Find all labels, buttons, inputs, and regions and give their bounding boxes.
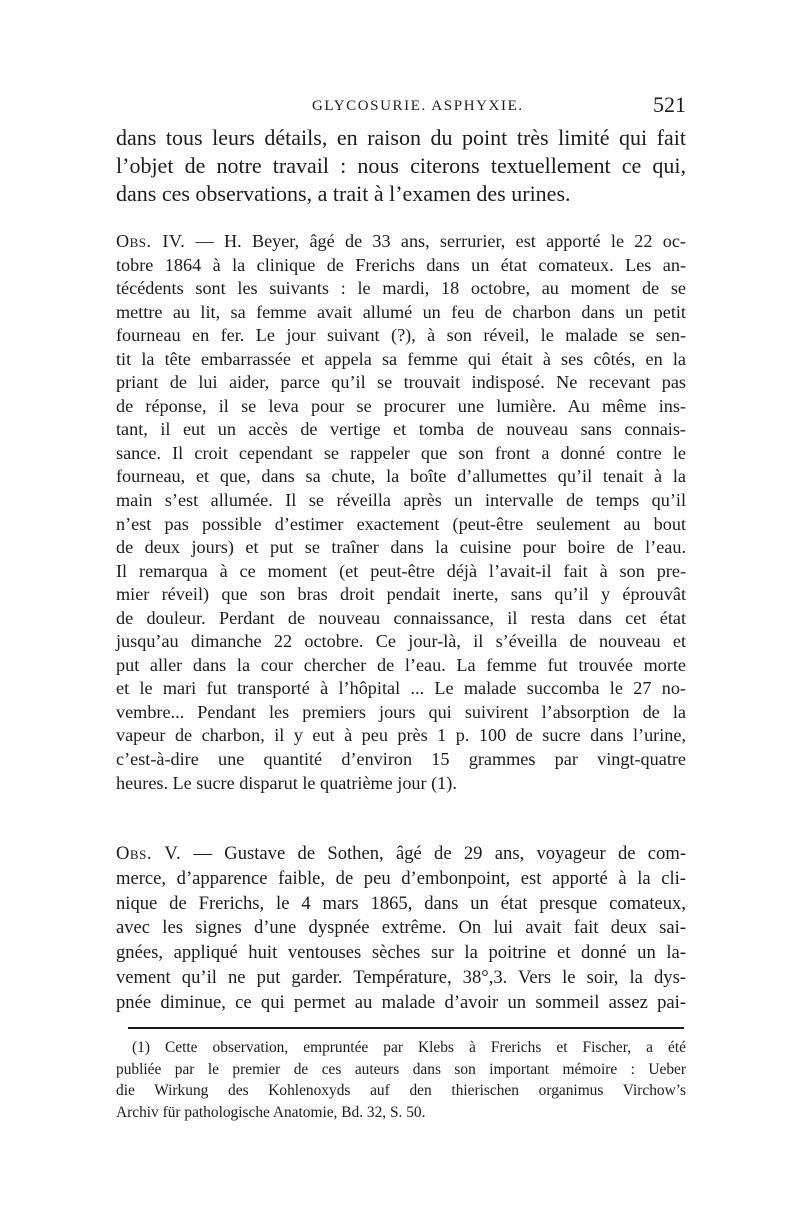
text-line: tant, il eut un accès de vertige et tomba de nouveau sans connais- bbox=[116, 419, 686, 440]
footnote bbox=[116, 1037, 686, 1124]
observation-v bbox=[116, 842, 686, 1016]
text-line: avec les signes d’une dyspnée extrême. On lui avait fait deux sai- bbox=[116, 917, 686, 939]
running-head bbox=[116, 92, 686, 122]
text-line: sance. Il croit cependant se rappeler que son front a donné contre le bbox=[116, 442, 686, 463]
text-line: gnées, appliqué huit ventouses sèches sur la poitrine et donné un la- bbox=[116, 942, 686, 964]
text-line: jusqu’au dimanche 22 octobre. Ce jour-là, il s’éveilla de nouveau et bbox=[116, 631, 686, 652]
text-line: vembre... Pendant les premiers jours qui suivirent l’absorption de la bbox=[116, 701, 686, 722]
text-line: vement qu’il ne put garder. Température, 38°,3. Vers le soir, la dys- bbox=[116, 966, 686, 988]
text-line: nique de Frerichs, le 4 mars 1865, dans un état presque comateux, bbox=[116, 892, 686, 914]
text-line: fourneau, et que, dans sa chute, la boîte d’allumettes qu’il tenait à la bbox=[116, 466, 686, 487]
text-line: l’objet de notre travail : nous citerons textuellement ce qui, bbox=[116, 153, 686, 178]
intro-paragraph bbox=[116, 124, 686, 208]
text-line: mier réveil) que son bras droit pendait inerte, sans qu’il y éprouvât bbox=[116, 584, 686, 605]
text-line: de réponse, il se leva pour se procurer une lumière. Au même ins- bbox=[116, 395, 686, 416]
observation-iv bbox=[116, 230, 686, 795]
footnote-divider bbox=[128, 1027, 684, 1029]
text-line: vapeur de charbon, il y eut à peu près 1 p. 100 de sucre dans l’urine, bbox=[116, 725, 686, 746]
text-line: tobre 1864 à la clinique de Frerichs dans un état comateux. Les an- bbox=[116, 254, 686, 275]
text-line: Il remarqua à ce moment (et peut-être déjà l’avait-il fait à son pre- bbox=[116, 560, 686, 581]
text-line: et le mari fut transporté à l’hôpital ... Le malade succomba le 27 no- bbox=[116, 678, 686, 699]
text-line: c’est-à-dire une quantité d’environ 15 grammes par vingt-quatre bbox=[116, 749, 686, 770]
text-line: heures. Le sucre disparut le quatrième jour (1). bbox=[116, 772, 457, 793]
text-line: put aller dans la cour chercher de l’eau. La femme fut trouvée morte bbox=[116, 654, 686, 675]
observation-label: Obs. IV. bbox=[116, 231, 186, 251]
text-line: merce, d’apparence faible, de peu d’embonpoint, est apporté à la cli- bbox=[116, 867, 686, 889]
text-line: priant de lui aider, parce qu’il se trouvait indisposé. Ne recevant pas bbox=[116, 372, 686, 393]
text-line bbox=[116, 230, 686, 254]
text-line: de douleur. Perdant de nouveau connaissance, il resta dans cet état bbox=[116, 607, 686, 628]
text-line: tit la tête embarrassée et appela sa femme qui était à ses côtés, en la bbox=[116, 348, 686, 369]
running-title: GLYCOSURIE. ASPHYXIE. bbox=[312, 98, 524, 114]
observation-label: Obs. V. bbox=[116, 843, 182, 864]
text-segment: — Gustave de Sothen, âgé de 29 ans, voyageur de com- bbox=[181, 843, 687, 864]
text-line: n’est pas possible d’estimer exactement (peut-être seulement au bout bbox=[116, 513, 686, 534]
text-line: de deux jours) et put se traîner dans la cuisine pour boire de l’eau. bbox=[116, 537, 686, 558]
text-line: dans tous leurs détails, en raison du point très limité qui fait bbox=[116, 125, 686, 150]
text-line: mettre au lit, sa femme avait allumé un feu de charbon dans un petit bbox=[116, 301, 686, 322]
text-line: main s’est allumée. Il se réveilla après un intervalle de temps qu’il bbox=[116, 490, 686, 511]
text-line bbox=[116, 842, 686, 867]
page-number: 521 bbox=[653, 92, 686, 117]
footnote-line: Archiv für pathologische Anatomie, Bd. 32, S. 50. bbox=[116, 1104, 426, 1122]
text-line: técédents sont les suivants : le mardi, 18 octobre, au moment de se bbox=[116, 278, 686, 299]
text-line: fourneau en fer. Le jour suivant (?), à son réveil, le malade se sen- bbox=[116, 325, 686, 346]
footnote-line: (1) Cette observation, empruntée par Klebs à Frerichs et Fischer, a été bbox=[132, 1039, 686, 1056]
footnote-line: die Wirkung des Kohlenoxyds auf den thierischen organimus Virchow’s bbox=[116, 1082, 686, 1100]
text-line: pnée diminue, ce qui permet au malade d’avoir un sommeil assez pai- bbox=[116, 991, 686, 1013]
text-segment: — H. Beyer, âgé de 33 ans, serrurier, est apporté le 22 oc- bbox=[185, 231, 686, 251]
footnote-line: publiée par le premier de ces auteurs dans son important mémoire : Ueber bbox=[116, 1060, 686, 1078]
text-line: dans ces observations, a trait à l’examen des urines. bbox=[116, 181, 571, 206]
